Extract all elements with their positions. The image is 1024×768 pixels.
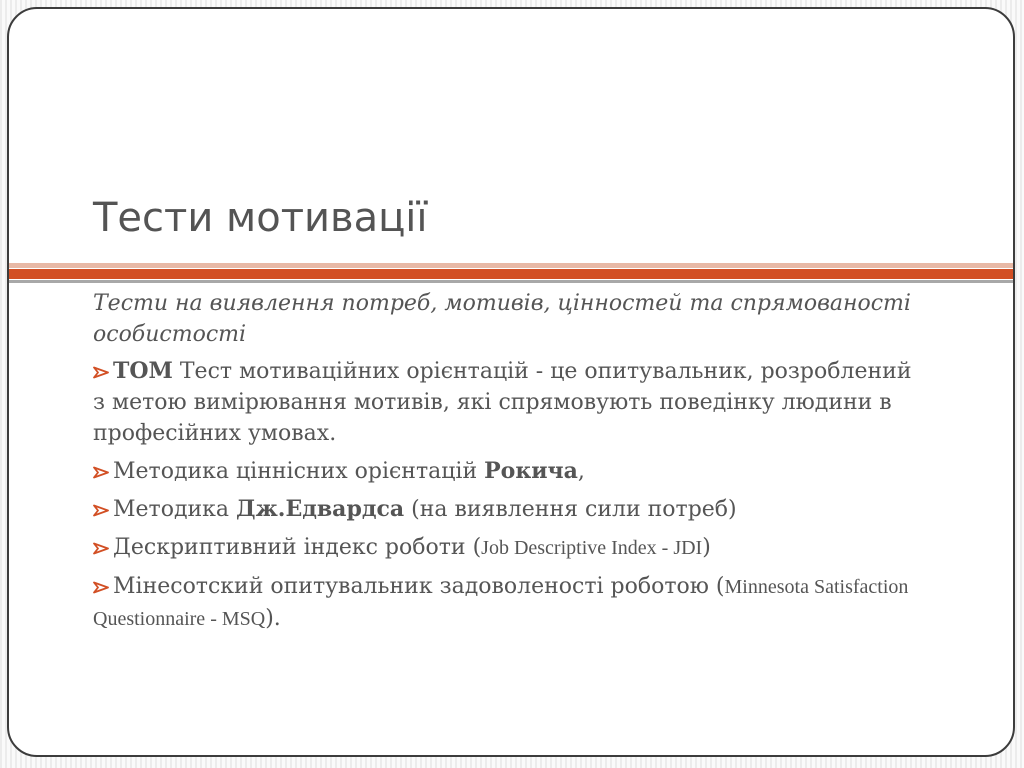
bullet-prefix: Дескриптивний індекс роботи ( — [113, 535, 482, 560]
bullet-prefix: Мінесотский опитувальник задоволеності роботою ( — [113, 574, 725, 599]
bullet-suffix: (на виявлення сили потреб) — [404, 497, 737, 522]
bullet-latin: Job Descriptive Index - JDI — [481, 537, 703, 559]
bullet-text: Тест мотиваційних орієнтацій - це опитувальник, розроблений з метою вимірювання мотивів, які спрямовують поведінку людини в професійних умовах. — [93, 359, 912, 446]
bullet-msq — [93, 571, 923, 635]
slide-title: Тести мотивації — [93, 195, 428, 241]
bullet-latin: Minnesota Satisfaction Questionnaire - MSQ — [93, 576, 909, 630]
title-rule-gray — [9, 280, 1013, 283]
slide-subtitle: Тести на виявлення потреб, мотивів, цінностей та спрямованості особистості — [93, 291, 911, 347]
bullet-keyword: Рокича — [484, 458, 578, 484]
bullet-prefix: Методика — [113, 497, 237, 522]
bullet-rokeach — [93, 456, 923, 487]
bullet-tom — [93, 356, 923, 449]
arrow-bullet-icon — [93, 581, 110, 594]
bullet-keyword: ТОМ — [113, 358, 173, 384]
title-rule-light — [9, 263, 1013, 268]
slide-body — [93, 288, 923, 642]
arrow-bullet-icon — [93, 504, 110, 517]
slide — [7, 7, 1015, 757]
arrow-bullet-icon — [93, 366, 110, 379]
bullet-keyword: Дж.Едвардса — [236, 496, 405, 522]
bullet-jdi — [93, 532, 923, 564]
bullet-suffix: , — [577, 459, 585, 484]
arrow-bullet-icon — [93, 542, 110, 555]
bullet-edwards — [93, 494, 923, 525]
bullet-suffix: ). — [265, 606, 281, 631]
bullet-suffix: ) — [702, 535, 711, 560]
title-rule-accent — [9, 269, 1013, 279]
arrow-bullet-icon — [93, 466, 110, 479]
bullet-prefix: Методика ціннісних орієнтацій — [113, 459, 485, 484]
